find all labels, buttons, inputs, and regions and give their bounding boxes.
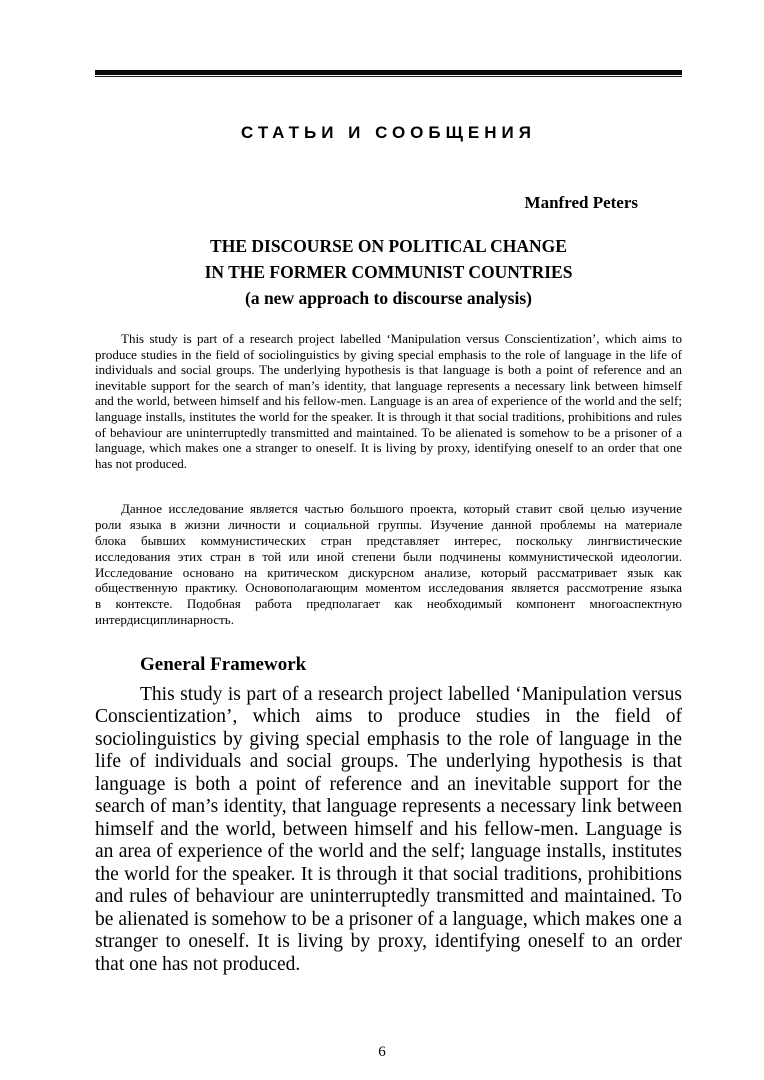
article-title xyxy=(95,233,682,311)
body-paragraph: This study is part of a research project labelled ‘Manipulation versus Conscientization’, which aims to produce studies in the field of sociolinguistics by giving special emphasis to the role of language in the life of individuals and social groups. The underlying hypothesis is that language is both a point of reference and an inevitable support for the search of man’s identity, that language represents a necessary link between himself and the world, between himself and his fellow-men. Language is an area of experience of the world and the self; language installs, institutes the world for the speaker. It is through it that social traditions, prohibitions and rules of behaviour are uninterruptedly transmitted and maintained. To be alienated is somehow to be a prisoner of a language, which makes one a stranger to oneself. It is living by proxy, identifying oneself to an order that one has not produced. xyxy=(95,683,682,975)
header-rule-thick-line xyxy=(95,70,682,75)
article-title-subtitle: (a new approach to discourse analysis) xyxy=(245,288,532,308)
section-heading-general-framework: General Framework xyxy=(140,653,307,675)
header-rule-thin-line xyxy=(95,76,682,77)
abstract-russian: Данное исследование является частью большого проекта, который ставит свой целью изучение роли языка в жизни личности и социальной группы. Изучение данной проблемы на материале блока бывших коммунистических стран представляет интерес, поскольку лингвистические исследования этих стран в той или иной степени были подчинены коммунистической идеологии. Исследование основано на критическом дискурсном анализе, который рассматривает язык как общественную практику. Основополагающим моментом исследования является рассмотрение языка в контексте. Подобная работа предполагает как необходимый компонент многоаспектную интердисциплинарность. xyxy=(95,501,682,627)
author-name: Manfred Peters xyxy=(524,193,638,212)
abstract-english: This study is part of a research project labelled ‘Manipulation versus Conscientization’, which aims to produce studies in the field of sociolinguistics by giving special emphasis to the role of language in the life of individuals and social groups. The underlying hypothesis is that language is both a point of reference and an inevitable support for the search of man’s identity, that language represents a necessary link between himself and the world, between himself and his fellow-men. Language is an area of experience of the world and the self; language installs, institutes the world for the speaker. It is through it that social traditions, prohibitions and rules of behaviour are uninterruptedly transmitted and maintained. To be alienated is somehow to be a prisoner of a language, which makes one a stranger to oneself. It is living by proxy, identifying oneself to an order that one has not produced. xyxy=(95,331,682,471)
header-rule xyxy=(95,70,682,77)
document-page xyxy=(95,0,682,976)
article-title-line1: THE DISCOURSE ON POLITICAL CHANGE xyxy=(210,236,567,256)
journal-section-header: СТАТЬИ И СООБЩЕНИЯ xyxy=(241,123,536,142)
article-title-line2: IN THE FORMER COMMUNIST COUNTRIES xyxy=(204,262,573,282)
page-number: 6 xyxy=(378,1044,386,1060)
